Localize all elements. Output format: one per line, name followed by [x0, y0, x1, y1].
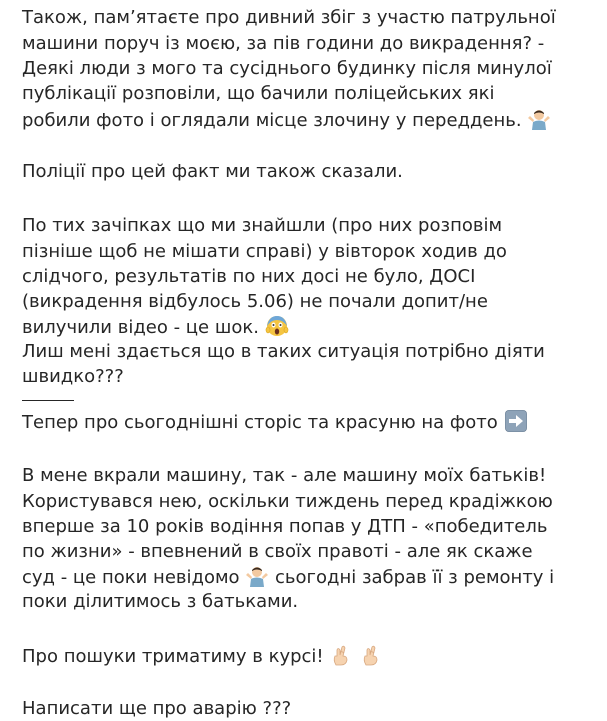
post-line: по жизни» - впевнений в своїх правоті - але як скаже: [22, 541, 533, 562]
right-arrow-icon: [504, 410, 528, 432]
post-line: В мене вкрали машину, так - але машину моїх батьків!: [22, 465, 547, 486]
post-line: Поліції про цей факт ми також сказали.: [22, 161, 403, 182]
post-line-text: Тепер про сьогоднішні сторіс та красуню на фото: [22, 412, 498, 433]
post-line: (викрадення відбулось 5.06) не почали допит/не: [22, 291, 488, 312]
post-line: Також, пам’ятаєте про дивний збіг з участю патрульної: [22, 7, 556, 28]
post-line-with-emoji: [22, 565, 554, 589]
post-line-text: вилучили відео - це шок.: [22, 317, 259, 338]
post-line: Користувався нею, оскільки тиждень перед крадіжкою: [22, 491, 553, 512]
post-line-text: сьогодні забрав її з ремонту і: [275, 567, 555, 588]
post-line: публікації розповіли, що бачили поліцейських які: [22, 83, 495, 104]
crossed-fingers-icon: [359, 644, 383, 666]
post-line: поки ділитимось з батьками.: [22, 591, 299, 612]
post-line: Написати ще про аварію ???: [22, 698, 292, 719]
post-line: вперше за 10 років водіння попав у ДТП - «победитель: [22, 516, 548, 537]
crossed-fingers-icon: [329, 644, 353, 666]
post-line: швидко???: [22, 366, 124, 387]
post-line-text: Про пошуки триматиму в курсі!: [22, 646, 324, 667]
face-screaming-in-fear-icon: [265, 315, 289, 337]
post-line-text: робили фото і оглядали місце злочину у переддень.: [22, 110, 522, 131]
post-line-text: суд - це поки невідомо: [22, 567, 240, 588]
post-line: слідчого, результатів по них досі не було, ДОСІ: [22, 266, 476, 287]
divider-line: [22, 400, 74, 401]
post-line: Лиш мені здається що в таких ситуація потрібно діяти: [22, 341, 545, 362]
person-shrugging-icon: [527, 108, 551, 130]
post-line: машини поруч із моєю, за пів години до викрадення? -: [22, 33, 545, 54]
person-shrugging-icon: [245, 565, 269, 587]
post-line: Деякі люди з мого та сусіднього будинку після минулої: [22, 58, 552, 79]
post-line: По тих зачіпках що ми знайшли (про них розповім: [22, 215, 503, 236]
post-line-with-emoji: [22, 108, 551, 132]
post-line-with-emoji: [22, 644, 383, 668]
post-line-with-emoji: [22, 410, 528, 434]
post-line-with-emoji: [22, 315, 289, 339]
post-line: пізніше щоб не мішати справі) у вівторок ходив до: [22, 241, 507, 262]
